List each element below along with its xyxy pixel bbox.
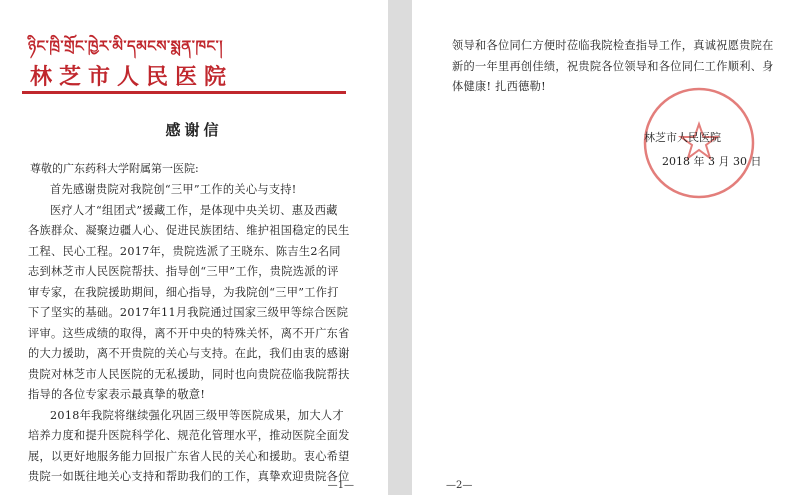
- body-line: 贵院一如既往地关心支持和帮助我们的工作，真挚欢迎贵院各位: [28, 470, 350, 483]
- body-line: 医疗人才“组团式”援藏工作，是体现中央关切、惠及西藏: [50, 203, 338, 217]
- body-line: 首先感谢贵院对我院创“三甲”工作的关心与支持!: [50, 183, 297, 196]
- page-gap: [388, 0, 412, 495]
- body-line: 下了坚实的基础。2017年11月我院通过国家三级甲等综合医院: [28, 306, 349, 319]
- letter-body-page-1: [28, 180, 364, 488]
- letterhead-hospital-name: 林芝市人民医院: [30, 65, 234, 90]
- body-line: 各族群众、凝聚边疆人心、促进民族团结、维护祖国稳定的民生: [28, 224, 350, 237]
- body-line: 新的一年里再创佳绩，祝贵院各位领导和各位同仁工作顺利、身: [452, 59, 774, 73]
- body-line: 展，以更好地服务能力回报广东省人民的关心和援助。衷心希望: [28, 449, 350, 463]
- signing-date: 2018 年 3 月 30 日: [662, 155, 762, 168]
- letter-page-2: [412, 0, 800, 495]
- body-line: 指导的各位专家表示最真挚的敬意!: [28, 388, 206, 401]
- salutation: 尊敬的广东药科大学附属第一医院:: [30, 162, 199, 175]
- body-line: 工程、民心工程。2017年，贵院选派了王晓东、陈吉生2名同: [28, 244, 341, 258]
- letter-title: 感谢信: [165, 121, 223, 139]
- letterhead-divider: [22, 91, 346, 94]
- body-line: 领导和各位同仁方便时莅临我院检查指导工作，真诚祝愿贵院在: [452, 39, 774, 52]
- signer-name: 林芝市人民医院: [644, 131, 721, 144]
- body-line: 志到林芝市人民医院帮扶、指导创“三甲”工作，贵院选派的评: [28, 265, 339, 278]
- body-line: 的大力援助，离不开贵院的关心与支持。在此，我们由衷的感谢: [28, 347, 350, 360]
- body-line: 审专家，在我院援助期间，细心指导，为我院创“三甲”工作打: [28, 285, 339, 299]
- letter-page-1: [0, 0, 388, 495]
- body-line: 体健康! 扎西德勒!: [452, 80, 546, 93]
- body-line: 评审。这些成绩的取得，离不开中央的特殊关怀，离不开广东省: [28, 326, 350, 340]
- letterhead-tibetan: ཉིང་ཁྲི་གྲོང་ཁྱེར་མི་དམངས་སྨན་ཁང་།: [28, 37, 224, 55]
- page-number: —2—: [446, 480, 473, 491]
- body-line: 培养力度和提升医院科学化、规范化管理水平，推动医院全面发: [28, 429, 350, 442]
- body-line: 2018年我院将继续强化巩固三级甲等医院成果，加大人才: [50, 408, 344, 422]
- page-number: —1—: [327, 480, 354, 491]
- body-line: 贵院对林芝市人民医院的无私援助，同时也向贵院莅临我院帮扶: [28, 367, 350, 381]
